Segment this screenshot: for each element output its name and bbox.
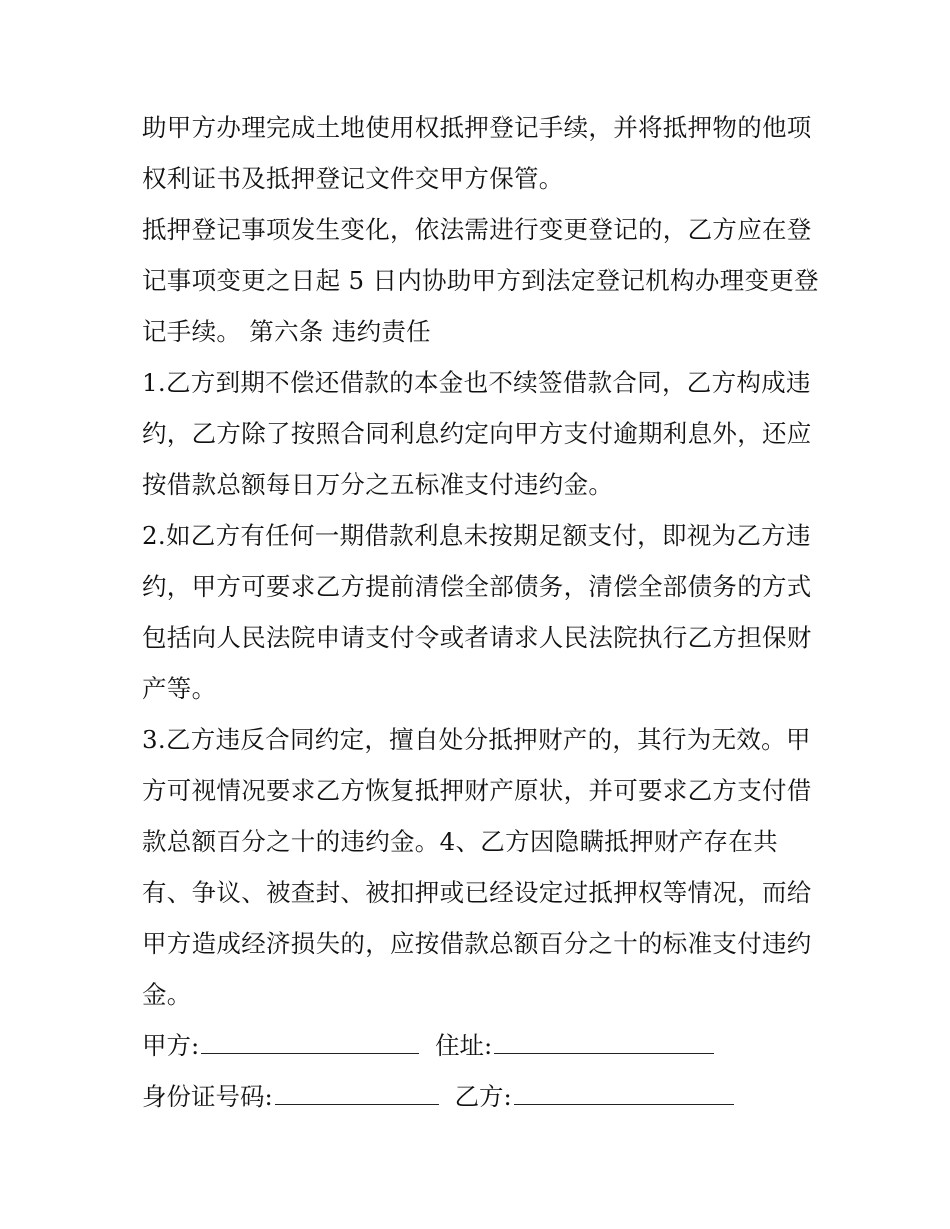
text-line: 记事项变更之日起 5 日内协助甲方到法定登记机构办理变更登 <box>142 266 819 295</box>
text-line: 3.乙方违反合同约定，擅自处分抵押财产的，其行为无效。甲 <box>142 725 811 754</box>
id-number-label: 身份证号码: <box>142 1082 273 1111</box>
text-line: 方可视情况要求乙方恢复抵押财产原状，并可要求乙方支付借 <box>142 776 812 805</box>
party-a-blank[interactable] <box>201 1031 419 1054</box>
text-line: 金。 <box>142 980 192 1009</box>
text-line: 有、争议、被查封、被扣押或已经设定过抵押权等情况，而给 <box>142 878 812 907</box>
text-line: 约，甲方可要求乙方提前清偿全部债务，清偿全部债务的方式 <box>142 572 812 601</box>
text-line: 抵押登记事项发生变化，依法需进行变更登记的，乙方应在登 <box>142 215 812 244</box>
id-number-blank[interactable] <box>275 1082 439 1105</box>
text-line: 款总额百分之十的违约金。4、乙方因隐瞒抵押财产存在共 <box>142 827 778 856</box>
party-b-label: 乙方: <box>454 1082 512 1111</box>
text-line: 包括向人民法院申请支付令或者请求人民法院执行乙方担保财 <box>142 623 812 652</box>
text-line: 2.如乙方有任何一期借款利息未按期足额支付，即视为乙方违 <box>142 521 811 550</box>
address-blank[interactable] <box>494 1031 714 1054</box>
text-line: 权利证书及抵押登记文件交甲方保管。 <box>142 164 564 193</box>
document-page <box>142 102 822 1122</box>
party-b-blank[interactable] <box>514 1082 734 1105</box>
text-line: 产等。 <box>142 674 217 703</box>
address-label: 住址: <box>435 1031 493 1060</box>
section-heading-line: 记手续。 第六条 违约责任 <box>142 317 431 346</box>
text-line: 1.乙方到期不偿还借款的本金也不续签借款合同，乙方构成违 <box>142 368 811 397</box>
signature-row-id <box>142 1071 822 1122</box>
signature-row-party-a <box>142 1020 822 1071</box>
text-line: 甲方造成经济损失的，应按借款总额百分之十的标准支付违约 <box>142 929 812 958</box>
text-line: 约，乙方除了按照合同利息约定向甲方支付逾期利息外，还应 <box>142 419 812 448</box>
party-a-label: 甲方: <box>142 1031 200 1060</box>
text-line: 按借款总额每日万分之五标准支付违约金。 <box>142 470 614 499</box>
text-line: 助甲方办理完成土地使用权抵押登记手续，并将抵押物的他项 <box>142 113 812 142</box>
